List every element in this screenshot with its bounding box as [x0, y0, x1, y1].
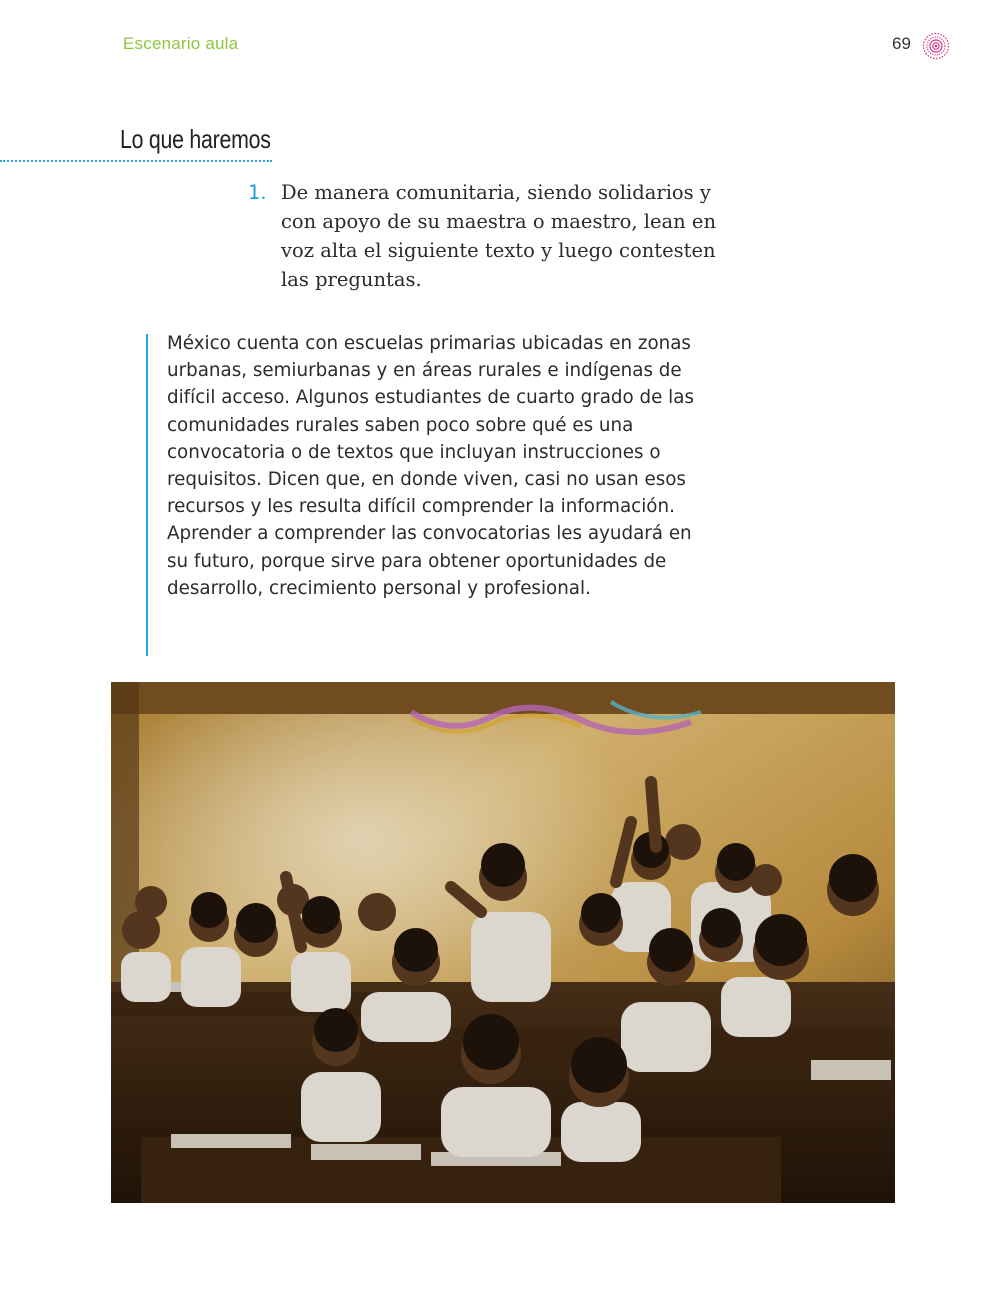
section-heading: Lo que haremos: [120, 124, 271, 154]
instruction-item: [248, 178, 738, 294]
classroom-photo: [111, 682, 895, 1203]
reading-passage: México cuenta con escuelas primarias ubicadas en zonas urbanas, semiurbanas y en áreas rurales e indígenas de difícil acceso. Algunos estudiantes de cuarto grado de las comunidades rurales saben poco sobre qué es una convocatoria o de textos que incluyan instrucciones o requisitos. Dicen que, en donde viven, casi no usan esos recursos y les resulta difícil comprender la información. Aprender a comprender las convocatorias les ayudará en su futuro, porque sirve para obtener oportunidades de desarrollo, crecimiento personal y profesional.: [167, 333, 694, 599]
instruction-text: De manera comunitaria, siendo solidarios y con apoyo de su maestra o maestro, lean en voz alta el siguiente texto y luego contesten las preguntas.: [281, 181, 717, 291]
concentric-circle-ornament-icon: [922, 32, 950, 60]
heading-dotted-rule: [0, 160, 272, 162]
section-label: Escenario aula: [123, 34, 239, 53]
instruction-number: 1.: [248, 181, 267, 204]
page-number: 69: [892, 34, 911, 53]
passage-accent-bar: [146, 334, 148, 656]
